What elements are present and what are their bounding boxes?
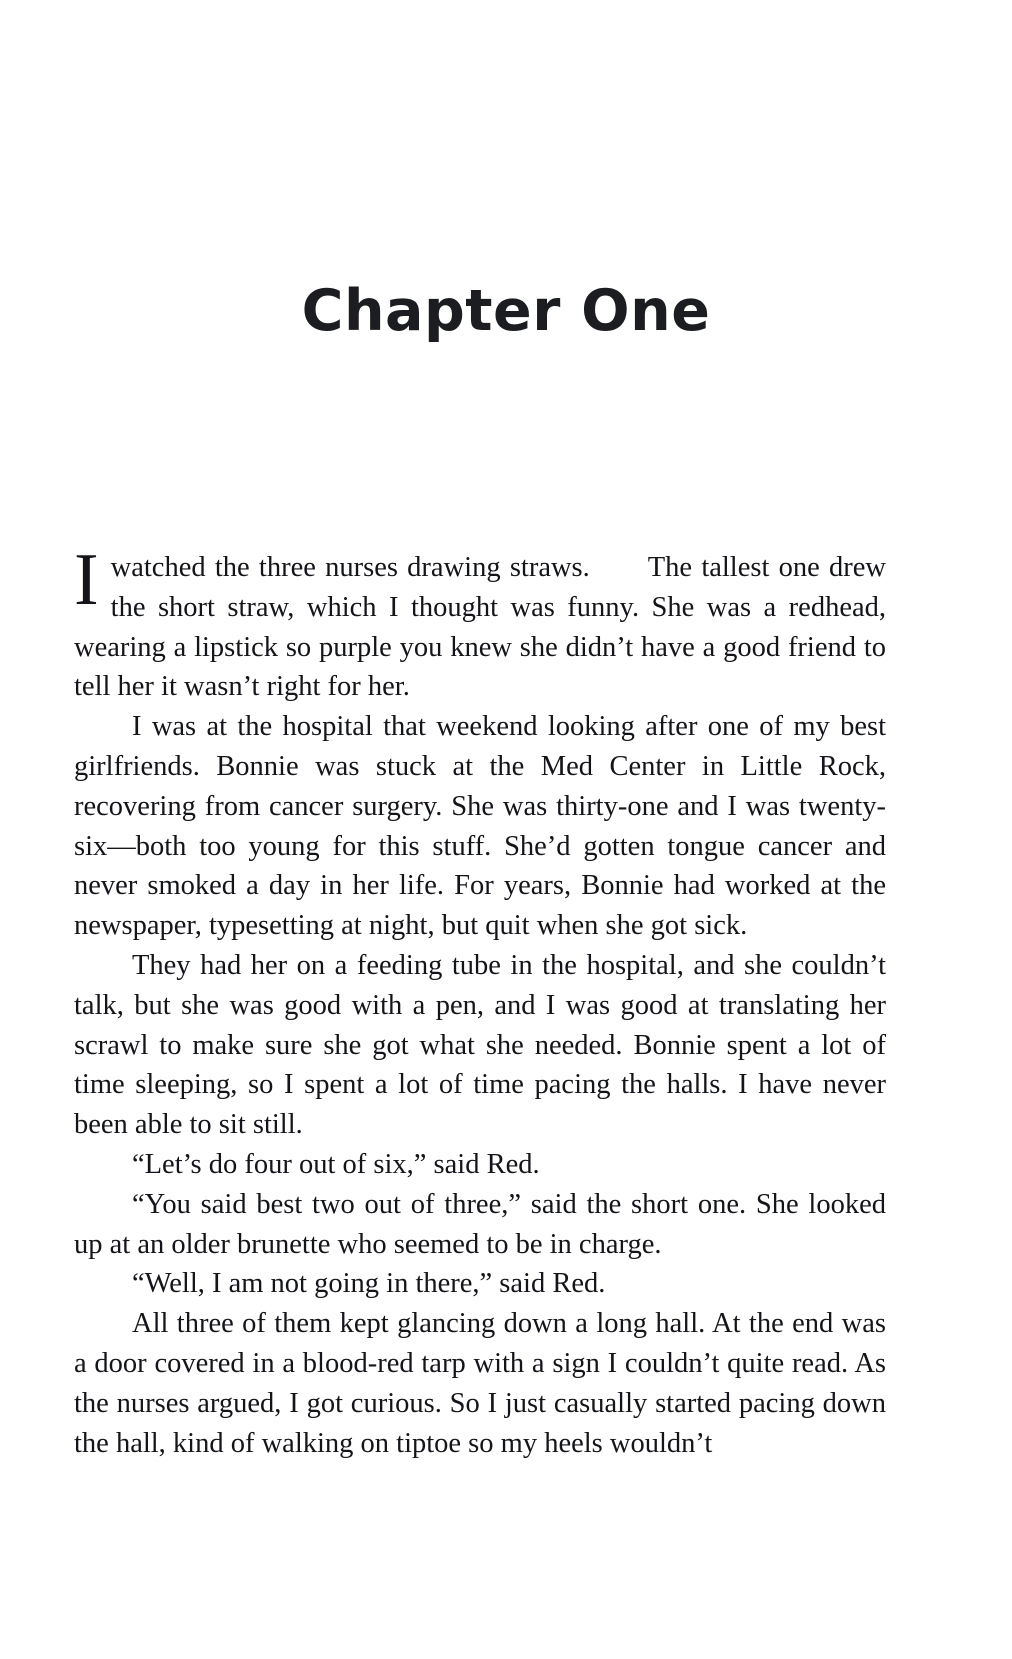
paragraph-1-continuation: The tallest one drew the short straw, which I thought was funny. She was a redhead, wearing a lipstick so purple you knew she didn’t have a good friend to tell her it wasn’t right for her. (74, 552, 886, 703)
paragraph-4: “Let’s do four out of six,” said Red. (132, 1148, 540, 1180)
paragraph-6: “Well, I am not going in there,” said Red. (132, 1268, 606, 1300)
body-text (74, 539, 886, 1463)
paragraph-3: They had her on a feeding tube in the hospital, and she couldn’t talk, but she was good with a pen, and I was good at translating her scrawl to make sure she got what she needed. Bonnie spent a lot of time sleeping, so I spent a lot of time pacing the halls. I have never been able to sit still. (74, 949, 886, 1141)
chapter-title: Chapter One (301, 278, 711, 344)
paragraph-5: “You said best two out of three,” said the short one. She looked up at an older brunette who seemed to be in charge. (74, 1188, 886, 1260)
paragraph-7: All three of them kept glancing down a long hall. At the end was a door covered in a blood-red tarp with a sign I couldn’t quite read. As the nurses argued, I got curious. So I just casually started pacing down the hall, kind of walking on tiptoe so my heels wouldn’t (74, 1308, 886, 1459)
paragraph-1 (74, 539, 886, 707)
paragraph-1-opening: watched the three nurses drawing straws. (110, 552, 590, 583)
drop-cap: I (74, 539, 99, 621)
paragraph-2: I was at the hospital that weekend looking after one of my best girlfriends. Bonnie was stuck at the Med Center in Little Rock, recovering from cancer surgery. She was thirty-one and I was twenty-six—both too young for this stuff. She’d gotten tongue cancer and never smoked a day in her life. For years, Bonnie had worked at the newspaper, typesetting at night, but quit when she got sick. (74, 711, 886, 942)
